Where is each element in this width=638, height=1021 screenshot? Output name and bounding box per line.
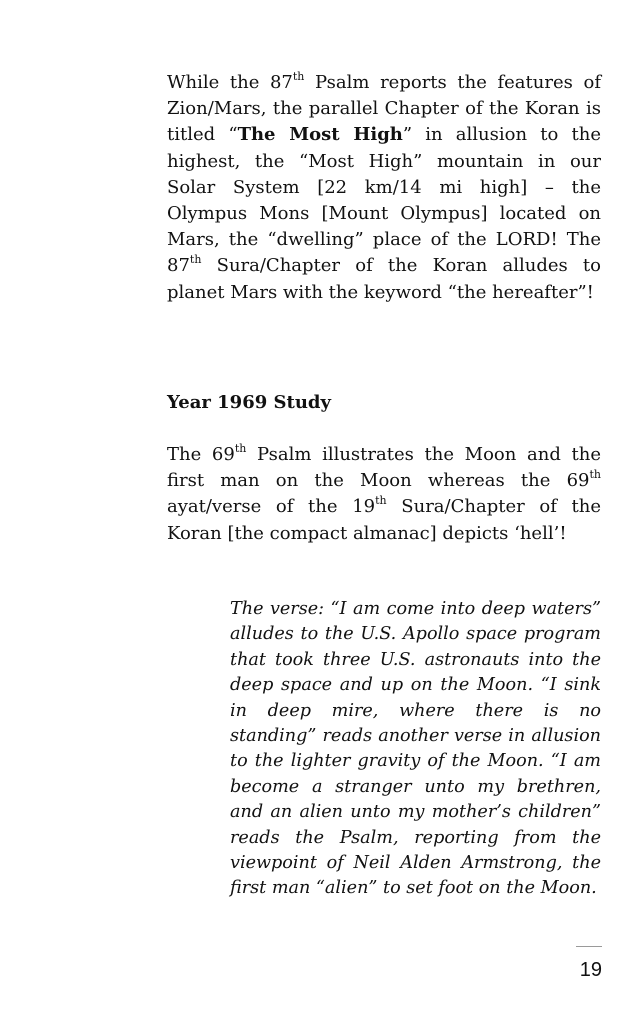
- ordinal-suffix: th: [375, 494, 387, 508]
- page-number: 19: [579, 959, 602, 981]
- paragraph-text: Psalm reports the features of Zion/Mars, the parallel Chapter of the Koran is titled “: [167, 72, 601, 146]
- paragraph-text: Sura/Chapter of the Koran [the compact almanac] depicts ‘hell’!: [167, 496, 602, 544]
- paragraph-mars: [167, 70, 601, 306]
- paragraph-text: Psalm illustrates the Moon and the first man on the Moon whereas the 69: [167, 444, 601, 492]
- paragraph-text: The 69: [167, 444, 235, 465]
- section-heading: Year 1969 Study: [167, 392, 331, 413]
- ordinal-suffix: th: [589, 468, 601, 482]
- chapter-title-bold: The Most High: [237, 124, 403, 146]
- paragraph-moon: [167, 442, 601, 547]
- paragraph-text: While the 87: [167, 72, 293, 93]
- ordinal-suffix: th: [189, 253, 202, 267]
- paragraph-text: ” in allusion to the highest, the “Most High” mountain in our Solar System [22 km/14 mi high] – the Olympus Mons [Mount Olympus] located on Mars, the “dwelling” place of the LORD! The 87: [167, 124, 601, 277]
- block-quote: The verse: “I am come into deep waters” alludes to the U.S. Apollo space program that took three U.S. astronauts into the deep space and up on the Moon. “I sink in deep mire, where there is no standing” reads another verse in allusion to the lighter gravity of the Moon. “I am become a stranger unto my brethren, and an alien unto my mother’s children” reads the Psalm, reporting from the viewpoint of Neil Alden Armstrong, the first man “alien” to set foot on the Moon.: [230, 599, 601, 899]
- paragraph-text: Sura/Chapter of the Koran alludes to planet Mars with the keyword “the hereafter”!: [167, 255, 601, 303]
- paragraph-text: ayat/verse of the 19: [167, 496, 376, 518]
- page-number-rule: [576, 946, 602, 947]
- ordinal-suffix: th: [292, 70, 305, 83]
- ordinal-suffix: th: [234, 442, 247, 455]
